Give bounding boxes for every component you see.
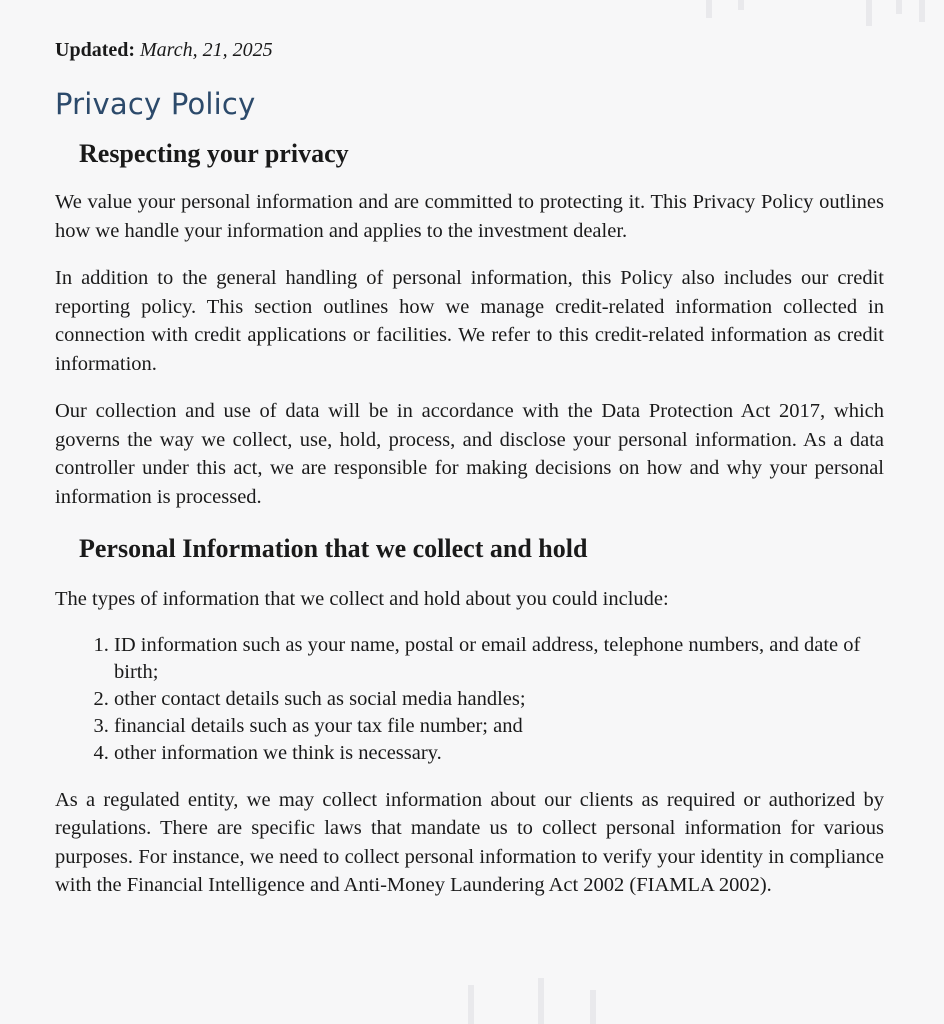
privacy-policy-document [55, 30, 884, 900]
paragraph: We value your personal information and are committed to protecting it. This Privacy Policy outlines how we handle your information and applies to the investment dealer. [55, 191, 884, 242]
section-respecting-privacy [55, 138, 884, 511]
paragraph: Our collection and use of data will be in accordance with the Data Protection Act 2017, which governs the way we collect, use, hold, process, and disclose your personal information. As a data controller under this act, we are responsible for making decisions on how and why your personal information is processed. [55, 400, 884, 508]
paragraph: As a regulated entity, we may collect information about our clients as required or authorized by regulations. There are specific laws that mandate us to collect personal information for various purposes. For instance, we need to collect personal information to verify your identity in compliance with the Financial Intelligence and Anti-Money Laundering Act 2002 (FIAMLA 2002). [55, 788, 884, 896]
section-heading: Respecting your privacy [79, 139, 349, 168]
information-types-list [55, 632, 884, 767]
list-intro: The types of information that we collect and hold about you could include: [55, 588, 669, 610]
page-title: Privacy Policy [55, 87, 256, 121]
list-item: 3. financial details such as your tax file number; and [114, 713, 884, 740]
list-item: 2. other contact details such as social media handles; [114, 686, 884, 713]
list-item: 1. ID information such as your name, postal or email address, telephone numbers, and date of birth; [114, 632, 884, 686]
paragraph: In addition to the general handling of personal information, this Policy also includes our credit reporting policy. This section outlines how we manage credit-related information collected in connection with credit applications or facilities. We refer to this credit-related information as credit information. [55, 267, 884, 375]
section-personal-information [55, 533, 884, 900]
updated-label: Updated: [55, 39, 136, 61]
section-heading: Personal Information that we collect and hold [79, 534, 588, 563]
updated-line [55, 38, 884, 62]
updated-date: March, 21, 2025 [140, 39, 273, 61]
list-item: 4. other information we think is necessary. [114, 740, 884, 767]
